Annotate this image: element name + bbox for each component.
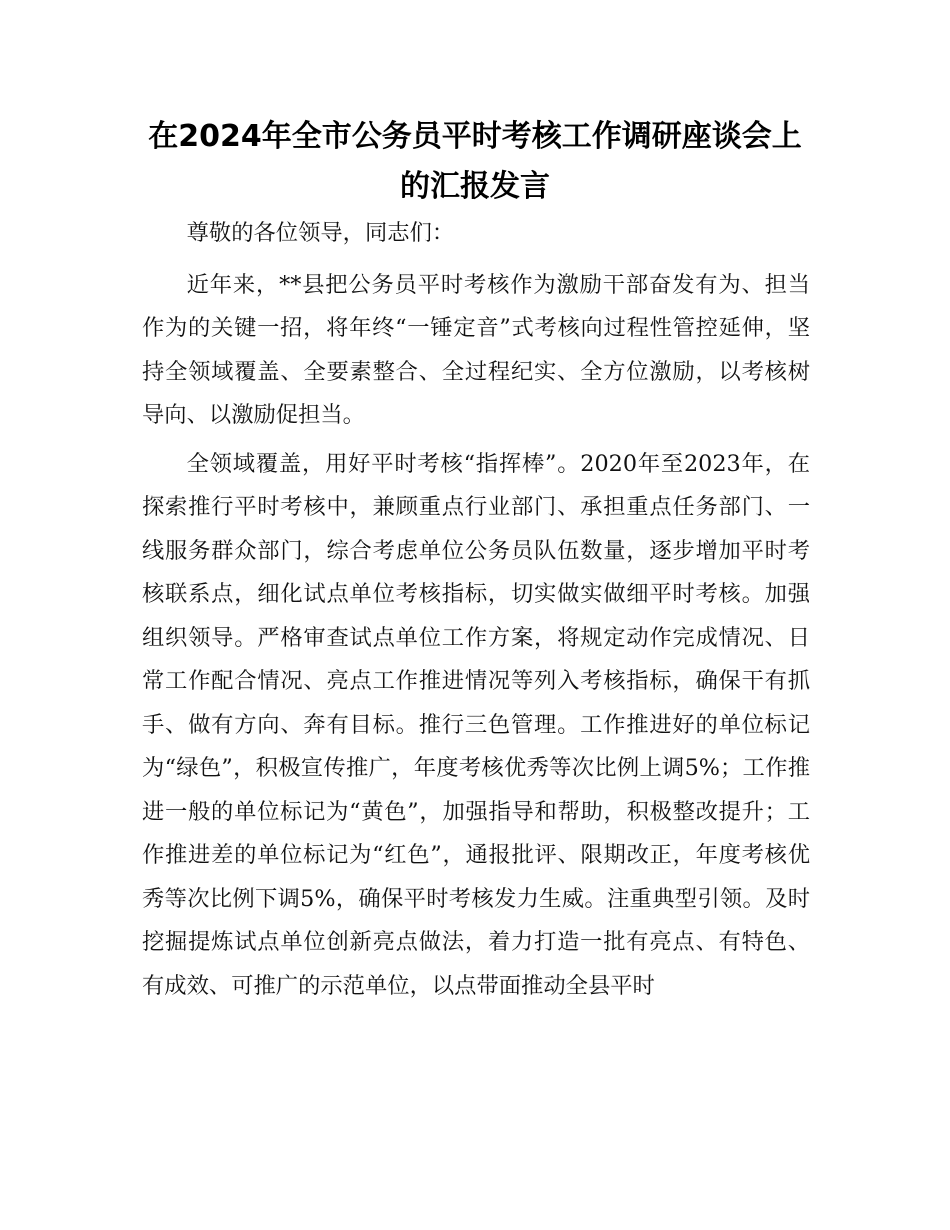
document-body (142, 212, 810, 1008)
paragraph-full-coverage: 全领域覆盖，用好平时考核“指挥棒”。2020年至2023年，在探索推行平时考核中，兼顾重点行业部门、承担重点任务部门、一线服务群众部门，综合考虑单位公务员队伍数量，逐步增加平时考核联系点，细化试点单位考核指标，切实做实做细平时考核。加强组织领导。严格审查试点单位工作方案，将规定动作完成情况、日常工作配合情况、亮点工作推进情况等列入考核指标，确保干有抓手、做有方向、奔有目标。推行三色管理。工作推进好的单位标记为“绿色”，积极宣传推广，年度考核优秀等次比例上调5%；工作推进一般的单位标记为“黄色”，加强指导和帮助，积极整改提升；工作推进差的单位标记为“红色”，通报批评、限期改正，年度考核优秀等次比例下调5%，确保平时考核发力生威。注重典型引领。及时挖掘提炼试点单位创新亮点做法，着力打造一批有亮点、有特色、有成效、可推广的示范单位，以点带面推动全县平时 (142, 450, 810, 999)
document-title: 在2024年全市公务员平时考核工作调研座谈会上的汇报发言 (148, 119, 802, 204)
greeting-line: 尊敬的各位领导，同志们： (186, 220, 455, 246)
paragraph-intro: 近年来，**县把公务员平时考核作为激励干部奋发有为、担当作为的关键一招，将年终“一锤定音”式考核向过程性管控延伸，坚持全领域覆盖、全要素整合、全过程纪实、全方位激励，以考核树导向、以激励促担当。 (142, 271, 810, 428)
